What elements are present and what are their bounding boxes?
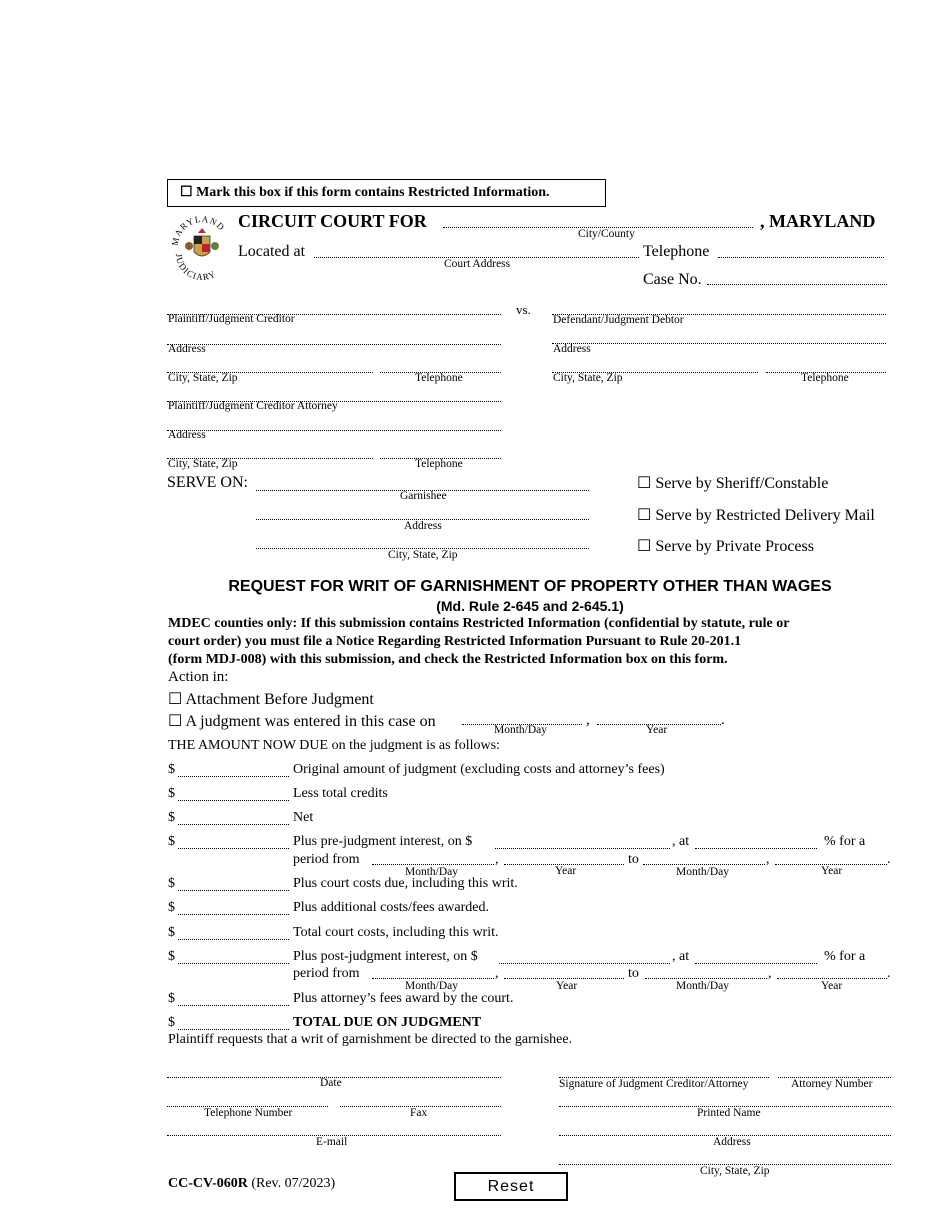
pre-to-month-label: Month/Day (676, 866, 730, 878)
svg-text:JUDICIARY (174, 253, 218, 280)
seal-bottom-text: JUDICIARY (173, 253, 218, 280)
credits-label: Less total credits (293, 786, 388, 801)
case-no-label: Case No. (643, 271, 702, 288)
credits-field[interactable] (178, 800, 289, 801)
restricted-info-text: Mark this box if this form contains Restricted Information. (196, 185, 550, 200)
post-interest-at: , at (672, 949, 690, 964)
pre-interest-at: , at (672, 834, 690, 849)
pre-interest-rate-field[interactable] (695, 848, 817, 849)
attorney-fees-label: Plus attorney’s fees award by the court. (293, 991, 514, 1006)
court-for-label: CIRCUIT COURT FOR (238, 211, 427, 231)
mdec-notice-line-1: MDEC counties only: If this submission contains Restricted Information (confidential by statute, rule or (168, 616, 790, 631)
serve-private-checkbox[interactable]: ☐ (637, 538, 652, 555)
attachment-checkbox[interactable]: ☐ (168, 691, 183, 708)
judgment-year-label: Year (646, 724, 668, 736)
attorney-fees-field[interactable] (178, 1005, 289, 1006)
post-to-year-label: Year (821, 980, 843, 992)
plaintiff-city-label: City, State, Zip (168, 372, 238, 384)
case-no-field[interactable] (707, 284, 887, 285)
judgment-date-period: . (721, 712, 725, 728)
pre-from-year-label: Year (555, 865, 577, 877)
post-to-comma: , (768, 966, 772, 981)
attachment-option[interactable] (168, 689, 374, 709)
total-due-label: TOTAL DUE ON JUDGMENT (293, 1015, 482, 1030)
attorney-address-field[interactable] (167, 430, 501, 431)
post-to-label: to (628, 966, 639, 981)
court-address-label: Court Address (444, 258, 511, 270)
additional-costs-label: Plus additional costs/fees awarded. (293, 900, 489, 915)
pre-from-month-field[interactable] (372, 864, 494, 865)
post-interest-rate-field[interactable] (695, 963, 817, 964)
post-to-month-label: Month/Day (676, 980, 730, 992)
signer-address-label: Address (713, 1136, 751, 1148)
dollar-credits: $ (168, 786, 175, 801)
judgment-entered-option[interactable] (168, 711, 436, 731)
attachment-label: Attachment Before Judgment (185, 691, 374, 708)
maryland-judiciary-seal (170, 208, 234, 280)
attorney-telephone-label: Telephone (415, 458, 463, 470)
city-county-label: City/County (578, 228, 635, 240)
form-code: CC-CV-060R (168, 1176, 248, 1191)
signature-label: Signature of Judgment Creditor/Attorney (559, 1078, 749, 1090)
post-from-month-field[interactable] (372, 978, 494, 979)
defendant-address-field[interactable] (552, 343, 886, 344)
pre-interest-pct: % for a (824, 834, 866, 849)
pre-interest-principal-field[interactable] (495, 848, 670, 849)
mdec-notice-line-2: court order) you must file a Notice Regarding Restricted Information Pursuant to Rule 20-201.1 (168, 634, 742, 649)
court-costs-label: Plus court costs due, including this writ. (293, 876, 518, 891)
post-from-month-label: Month/Day (405, 980, 459, 992)
telephone-number-label: Telephone Number (204, 1107, 293, 1119)
defendant-address-label: Address (553, 343, 591, 355)
maryland-label: , MARYLAND (760, 211, 876, 231)
post-interest-amount-field[interactable] (178, 963, 289, 964)
post-interest-pct: % for a (824, 949, 866, 964)
post-from-year-field[interactable] (504, 978, 624, 979)
court-telephone-field[interactable] (718, 257, 884, 258)
pre-from-month-label: Month/Day (405, 866, 459, 878)
dollar-attorney-fees: $ (168, 991, 175, 1006)
pre-to-period: . (887, 852, 891, 867)
email-label: E-mail (316, 1136, 348, 1148)
pre-to-month-field[interactable] (643, 864, 765, 865)
total-costs-field[interactable] (178, 939, 289, 940)
serve-private-option[interactable] (637, 536, 814, 556)
post-from-year-label: Year (556, 980, 578, 992)
judgment-entered-checkbox[interactable]: ☐ (168, 713, 183, 730)
form-rule: (Md. Rule 2-645 and 2-645.1) (436, 598, 624, 614)
plaintiff-address-label: Address (168, 343, 206, 355)
serve-sheriff-checkbox[interactable]: ☐ (637, 475, 652, 492)
court-costs-field[interactable] (178, 890, 289, 891)
pre-from-comma: , (495, 852, 499, 867)
serve-sheriff-option[interactable] (637, 473, 828, 493)
serve-private-label: Serve by Private Process (655, 538, 814, 555)
restricted-info-checkbox[interactable]: ☐ (180, 185, 193, 200)
original-amount-label: Original amount of judgment (excluding costs and attorney’s fees) (293, 762, 665, 777)
dollar-total-due: $ (168, 1015, 175, 1030)
original-amount-field[interactable] (178, 776, 289, 777)
attorney-address-label: Address (168, 429, 206, 441)
pre-to-year-label: Year (821, 865, 843, 877)
net-field[interactable] (178, 824, 289, 825)
defendant-telephone-label: Telephone (801, 372, 849, 384)
garnishee-address-label: Address (404, 520, 442, 532)
located-at-label: Located at (238, 243, 306, 260)
plaintiff-address-field[interactable] (167, 344, 501, 345)
dollar-post-interest: $ (168, 949, 175, 964)
form-title: REQUEST FOR WRIT OF GARNISHMENT OF PROPERTY OTHER THAN WAGES (228, 578, 832, 595)
plaintiff-telephone-label: Telephone (415, 372, 463, 384)
serve-on-label: SERVE ON: (167, 474, 248, 491)
total-costs-label: Total court costs, including this writ. (293, 925, 499, 940)
total-due-field[interactable] (178, 1029, 289, 1030)
attorney-number-label: Attorney Number (791, 1078, 873, 1090)
post-to-month-field[interactable] (645, 978, 767, 979)
pre-period-from-label: period from (293, 852, 360, 867)
post-to-year-field[interactable] (777, 978, 887, 979)
mdec-notice-line-3: (form MDJ-008) with this submission, and check the Restricted Information box on this form. (168, 652, 728, 667)
form-revision: (Rev. 07/2023) (251, 1176, 336, 1191)
garnishee-city-label: City, State, Zip (388, 549, 458, 561)
pre-interest-label: Plus pre-judgment interest, on $ (293, 834, 473, 849)
attorney-city-label: City, State, Zip (168, 458, 238, 470)
action-in-label: Action in: (168, 669, 229, 685)
garnishee-label: Garnishee (400, 490, 447, 502)
pre-to-comma: , (766, 852, 770, 867)
serve-mail-option[interactable] (637, 505, 875, 525)
serve-mail-checkbox[interactable]: ☐ (637, 507, 652, 524)
post-interest-label: Plus post-judgment interest, on $ (293, 949, 478, 964)
restricted-info-line[interactable] (180, 184, 550, 201)
pre-interest-amount-field[interactable] (178, 848, 289, 849)
plaintiff-request: Plaintiff requests that a writ of garnishment be directed to the garnishee. (168, 1032, 573, 1047)
signer-city-label: City, State, Zip (700, 1165, 770, 1177)
post-from-comma: , (495, 966, 499, 981)
plaintiff-attorney-label: Plaintiff/Judgment Creditor Attorney (168, 400, 338, 412)
vs-label: vs. (516, 302, 531, 317)
judgment-month-day-label: Month/Day (494, 724, 548, 736)
defendant-city-label: City, State, Zip (553, 372, 623, 384)
post-to-period: . (887, 966, 891, 981)
telephone-label: Telephone (643, 243, 710, 260)
serve-mail-label: Serve by Restricted Delivery Mail (655, 507, 875, 524)
reset-button[interactable]: Reset (454, 1172, 568, 1201)
additional-costs-field[interactable] (178, 914, 289, 915)
dollar-additional: $ (168, 900, 175, 915)
printed-name-label: Printed Name (697, 1107, 761, 1119)
dollar-net: $ (168, 810, 175, 825)
post-interest-principal-field[interactable] (499, 963, 670, 964)
amount-due-intro: THE AMOUNT NOW DUE on the judgment is as follows: (168, 738, 500, 753)
plaintiff-label: Plaintiff/Judgment Creditor (168, 313, 295, 325)
dollar-original: $ (168, 762, 175, 777)
net-label: Net (293, 810, 314, 825)
dollar-court-costs: $ (168, 876, 175, 891)
fax-label: Fax (410, 1107, 428, 1119)
defendant-label: Defendant/Judgment Debtor (553, 314, 684, 326)
judgment-date-comma: , (586, 712, 590, 728)
pre-to-label: to (628, 852, 639, 867)
serve-sheriff-label: Serve by Sheriff/Constable (655, 475, 829, 492)
date-label: Date (320, 1077, 342, 1089)
dollar-pre-interest: $ (168, 834, 175, 849)
judgment-entered-label: A judgment was entered in this case on (185, 713, 436, 730)
form-id (168, 1176, 335, 1192)
post-period-from-label: period from (293, 966, 360, 981)
dollar-total-costs: $ (168, 925, 175, 940)
seal-top-text: MARYLAND (170, 213, 227, 247)
